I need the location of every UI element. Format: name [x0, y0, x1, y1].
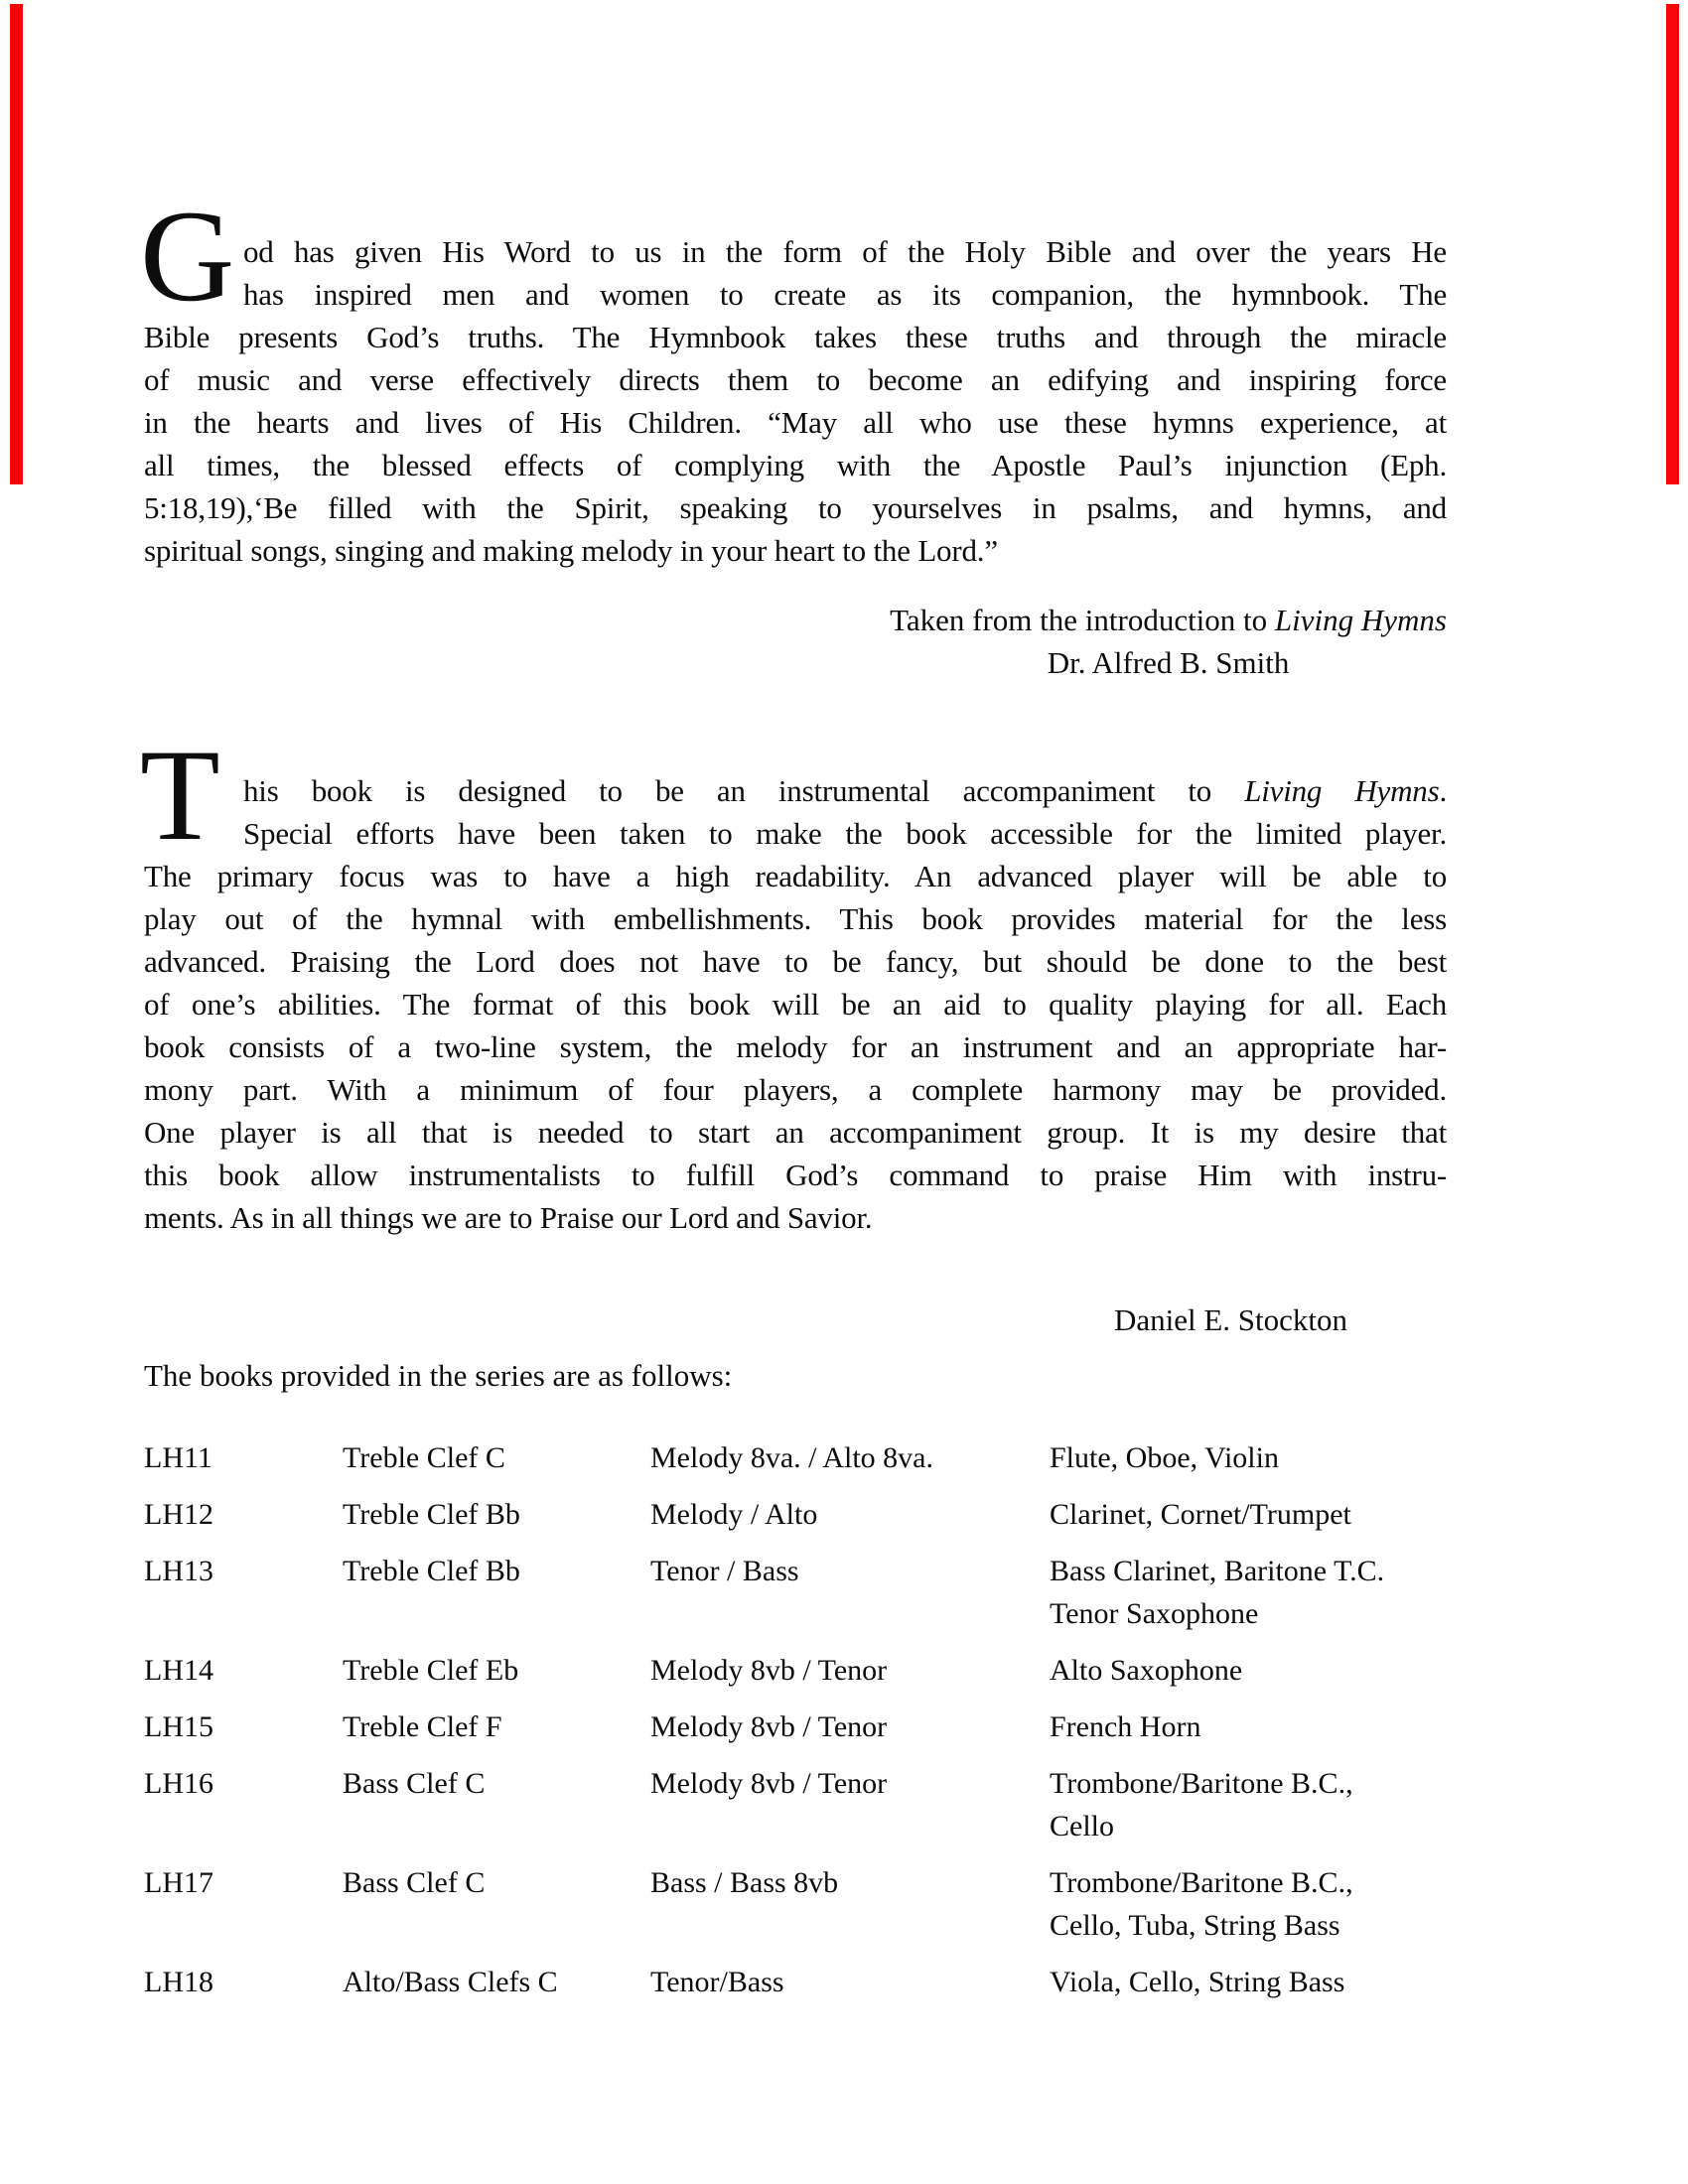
drop-cap-t: T — [140, 722, 220, 868]
instruments-cell: Trombone/Baritone B.C., Cello, Tuba, String Bass — [1050, 1866, 1353, 1942]
instruments-cell: Alto Saxophone — [1050, 1654, 1243, 1687]
attribution-source-line — [890, 599, 1447, 641]
book-id-cell: LH11 — [144, 1441, 212, 1474]
table-row — [144, 1550, 1447, 1635]
text-line: of music and verse effectively directs them to become an edifying and inspiring force — [144, 362, 1447, 397]
text-line: play out of the hymnal with embellishments. This book provides material for the less — [144, 901, 1447, 936]
table-row — [144, 1493, 1447, 1536]
author-signature: Daniel E. Stockton — [1113, 1302, 1347, 1337]
text-line: od has given His Word to us in the form of the Holy Bible and over the years He — [243, 234, 1447, 269]
text-line: all times, the blessed effects of complying with the Apostle Paul’s injunction (Eph. — [144, 448, 1447, 482]
table-row — [144, 1436, 1447, 1479]
text-line: mony part. With a minimum of four players, a complete harmony may be provided. — [144, 1072, 1447, 1107]
text-line: Bible presents God’s truths. The Hymnbook takes these truths and through the miracle — [144, 320, 1447, 354]
drop-cap-g: G — [140, 183, 235, 329]
text-line: One player is all that is needed to start an accompaniment group. It is my desire that — [144, 1115, 1447, 1150]
para2-book-title: Living Hymns — [1244, 773, 1440, 808]
clef-cell: Treble Clef F — [343, 1710, 502, 1743]
text-line: this book allow instrumentalists to fulfill God’s command to praise Him with instru- — [144, 1158, 1447, 1192]
text-line: Special efforts have been taken to make the book accessible for the limited player. — [243, 816, 1447, 851]
instruments-cell: Trombone/Baritone B.C., Cello — [1050, 1767, 1353, 1843]
table-row — [144, 1649, 1447, 1692]
text-line: ments. As in all things we are to Praise our Lord and Savior. — [144, 1200, 873, 1235]
instruments-cell: Bass Clarinet, Baritone T.C. Tenor Saxophone — [1050, 1555, 1385, 1630]
book-description-paragraph — [140, 722, 1447, 1239]
book-id-cell: LH17 — [144, 1866, 213, 1899]
instruments-cell: Viola, Cello, String Bass — [1050, 1966, 1345, 1998]
parts-cell: Melody 8vb / Tenor — [650, 1710, 888, 1743]
red-edge-mark-left — [10, 4, 23, 484]
parts-cell: Melody 8va. / Alto 8va. — [650, 1441, 933, 1474]
attribution-prefix: Taken from the introduction to — [890, 603, 1275, 637]
book-id-cell: LH16 — [144, 1767, 213, 1800]
text-line: 5:18,19),‘Be filled with the Spirit, speaking to yourselves in psalms, and hymns, and — [144, 490, 1447, 525]
para2-line1-suffix: . — [1439, 773, 1447, 808]
text-line — [144, 769, 1447, 812]
text-line: book consists of a two-line system, the melody for an instrument and an appropriate har- — [144, 1029, 1447, 1064]
clef-cell: Bass Clef C — [343, 1767, 486, 1800]
parts-cell: Tenor / Bass — [650, 1555, 799, 1587]
para2-line1-prefix: his book is designed to be an instrumental accompaniment to — [243, 773, 1245, 808]
book-id-cell: LH18 — [144, 1966, 213, 1998]
clef-cell: Treble Clef Bb — [343, 1555, 520, 1587]
book-id-cell: LH13 — [144, 1555, 213, 1587]
table-row — [144, 1762, 1447, 1847]
book-id-cell: LH12 — [144, 1498, 213, 1531]
clef-cell: Treble Clef Eb — [343, 1654, 519, 1687]
parts-cell: Melody / Alto — [650, 1498, 818, 1531]
clef-cell: Treble Clef Bb — [343, 1498, 520, 1531]
instruments-cell: Flute, Oboe, Violin — [1050, 1441, 1279, 1474]
clef-cell: Alto/Bass Clefs C — [343, 1966, 558, 1998]
text-line: advanced. Praising the Lord does not have to be fancy, but should be done to the best — [144, 944, 1447, 979]
attribution-book-title: Living Hymns — [1274, 603, 1447, 637]
table-row — [144, 1706, 1447, 1748]
series-intro-line: The books provided in the series are as follows: — [144, 1358, 733, 1393]
parts-cell: Melody 8vb / Tenor — [650, 1767, 888, 1800]
text-line: spiritual songs, singing and making melody in your heart to the Lord.” — [144, 533, 998, 568]
text-line: has inspired men and women to create as its companion, the hymnbook. The — [243, 277, 1447, 312]
parts-cell: Tenor/Bass — [650, 1966, 784, 1998]
book-id-cell: LH14 — [144, 1654, 213, 1687]
page-content — [140, 183, 1447, 2017]
intro-quote-paragraph — [140, 183, 1447, 572]
table-row — [144, 1961, 1447, 2003]
instruments-cell: French Horn — [1050, 1710, 1201, 1743]
attribution-author: Dr. Alfred B. Smith — [1047, 645, 1290, 680]
table-row — [144, 1861, 1447, 1947]
parts-cell: Melody 8vb / Tenor — [650, 1654, 888, 1687]
text-line: The primary focus was to have a high readability. An advanced player will be able to — [144, 859, 1447, 893]
instruments-cell: Clarinet, Cornet/Trumpet — [1050, 1498, 1351, 1531]
text-line: of one’s abilities. The format of this book will be an aid to quality playing for all. Each — [144, 987, 1447, 1022]
red-edge-mark-right — [1666, 4, 1679, 484]
books-table — [144, 1436, 1447, 2003]
text-line: in the hearts and lives of His Children. “May all who use these hymns experience, at — [144, 405, 1447, 440]
clef-cell: Bass Clef C — [343, 1866, 486, 1899]
parts-cell: Bass / Bass 8vb — [650, 1866, 839, 1899]
book-id-cell: LH15 — [144, 1710, 213, 1743]
attribution-block — [890, 599, 1447, 684]
clef-cell: Treble Clef C — [343, 1441, 505, 1474]
